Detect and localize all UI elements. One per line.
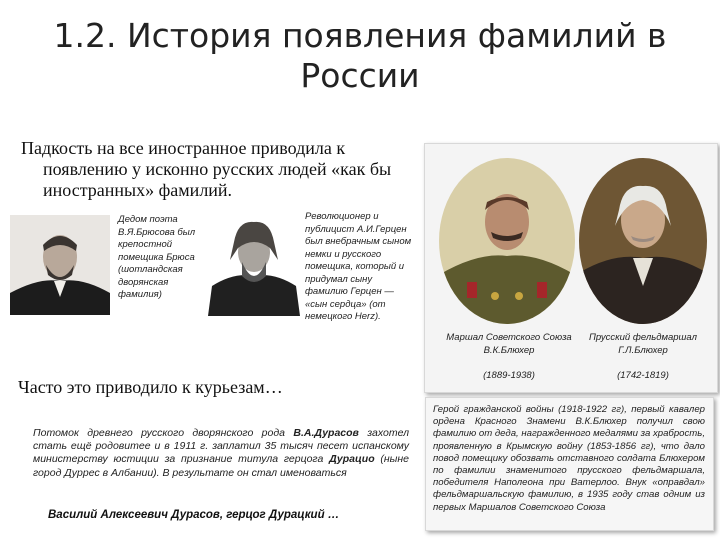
intro-text — [21, 138, 451, 201]
durasov-name-bold: В.А.Дурасов — [293, 427, 359, 439]
blucher-panel — [424, 143, 718, 393]
blucher-prussian-years: (1742-1819) — [617, 370, 669, 381]
durasov-part-2: захотел стать ещё родовитее и в 1911 г. заплатил 35 тысяч песет испанскому министерству юстиции за признание титула герцога — [33, 427, 409, 466]
caption-herzen: Революционер и публицист А.И.Герцен был внебрачным сыном немки и русского помещика, который и придумал сыну фамилию Герцен — «сын сердца» (от немецкого Herz). — [305, 211, 412, 322]
portrait-blucher-prussian — [577, 156, 709, 326]
kurez-heading: Часто это приводило к курьезам… — [18, 377, 283, 397]
intro-line-2: появлению у исконно русских людей «как бы иностранных» фамилий. — [43, 159, 392, 200]
portrait-herzen — [208, 212, 300, 316]
blucher-soviet-years: (1889-1938) — [483, 370, 535, 381]
durasov-part-1: Потомок древнего русского дворянского рода — [33, 427, 294, 439]
portrait-bryusov — [10, 215, 110, 315]
durazzo-bold: Дурацио — [329, 453, 375, 466]
intro-line-1: Падкость на все иностранное приводила к — [21, 138, 346, 158]
caption-bryusov: Дедом поэта В.Я.Брюсова был крепостной помещика Брюса (шотландская дворянская фамилия) — [118, 214, 196, 300]
slide-title: 1.2. История появления фамилий в России — [53, 16, 667, 95]
durasov-signature: Василий Алексеевич Дурасов, герцог Дурацкий … — [48, 509, 340, 521]
blucher-prussian-name: Прусский фельдмаршал Г.Л.Блюхер — [589, 332, 697, 356]
durasov-story — [33, 427, 409, 480]
portrait-blucher-soviet — [437, 156, 577, 326]
blucher-soviet-name: Маршал Советского Союза В.К.Блюхер — [446, 332, 572, 356]
hero-text: Герой гражданской войны (1918-1922 гг), первый кавалер ордена Красного Знамени В.К.Блюхер получил свою фамилию от деда, награжденного медалями за храбрость, проявленную в Крымскую войну (1853-1856 гг), что дало повод помещику обозвать отставного солдата Блюхером по фамилии знаменитого прусского фельдмаршала, победителя Наполеона при Ватерлоо. Внук «оправдал» фельдмаршальскую фамилию, в 1935 году став одним из первых Маршалов Советского Союза — [433, 404, 705, 513]
caption-blucher-soviet — [439, 331, 579, 382]
durasov-part-3: (ныне город Дуррес в Албании). В результате он стал именоваться — [33, 453, 410, 479]
hero-panel — [425, 397, 714, 531]
caption-blucher-prussian — [575, 331, 711, 382]
